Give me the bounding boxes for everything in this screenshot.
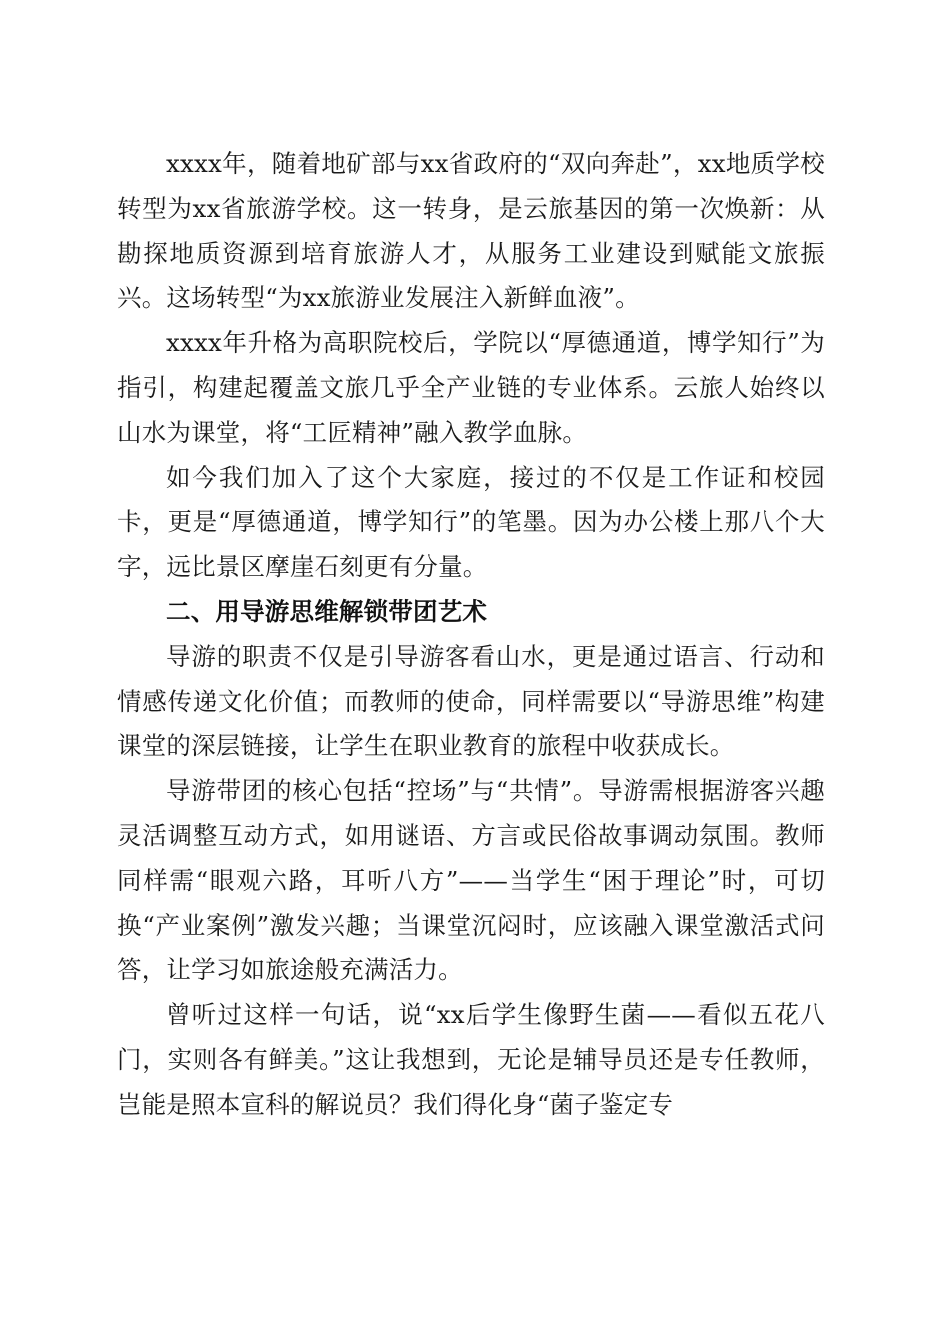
paragraph-transformation: xxxx年，随着地矿部与xx省政府的“双向奔赴”，xx地质学校转型为xx省旅游学校。这一转身，是云旅基因的第一次焕新：从勘探地质资源到培育旅游人才，从服务工业建设到赋能文旅振兴。这场转型“为xx旅游业发展注入新鲜血液”。	[117, 149, 825, 313]
section-heading: 二、用导游思维解锁带团艺术	[166, 596, 488, 626]
paragraph-students-saying: 曾听过这样一句话，说“xx后学生像野生菌——看似五花八门，实则各有鲜美。”这让我想到，无论是辅导员还是专任教师，岂能是照本宣科的解说员？我们得化身“菌子鉴定专	[117, 1000, 825, 1119]
paragraph-guide-duty: 导游的职责不仅是引导游客看山水，更是通过语言、行动和情感传递文化价值；而教师的使命，同样需要以“导游思维”构建课堂的深层链接，让学生在职业教育的旅程中收获成长。	[117, 641, 825, 761]
paragraph-upgrade: xxxx年升格为高职院校后，学院以“厚德通道，博学知行”为指引，构建起覆盖文旅几乎全产业链的专业体系。云旅人始终以山水为课堂，将“工匠精神”融入教学血脉。	[117, 328, 825, 447]
paragraph-joining: 如今我们加入了这个大家庭，接过的不仅是工作证和校园卡，更是“厚德通道，博学知行”的笔墨。因为办公楼上那八个大字，远比景区摩崖石刻更有分量。	[117, 462, 825, 582]
paragraph-guide-core: 导游带团的核心包括“控场”与“共情”。导游需根据游客兴趣灵活调整互动方式，如用谜语、方言或民俗故事调动氛围。教师同样需“眼观六路，耳听八方”——当学生“困于理论”时，可切换“产业案例”激发兴趣；当课堂沉闷时，应该融入课堂激活式问答，让学习如旅途般充满活力。	[117, 776, 825, 985]
document-body	[117, 142, 825, 1128]
